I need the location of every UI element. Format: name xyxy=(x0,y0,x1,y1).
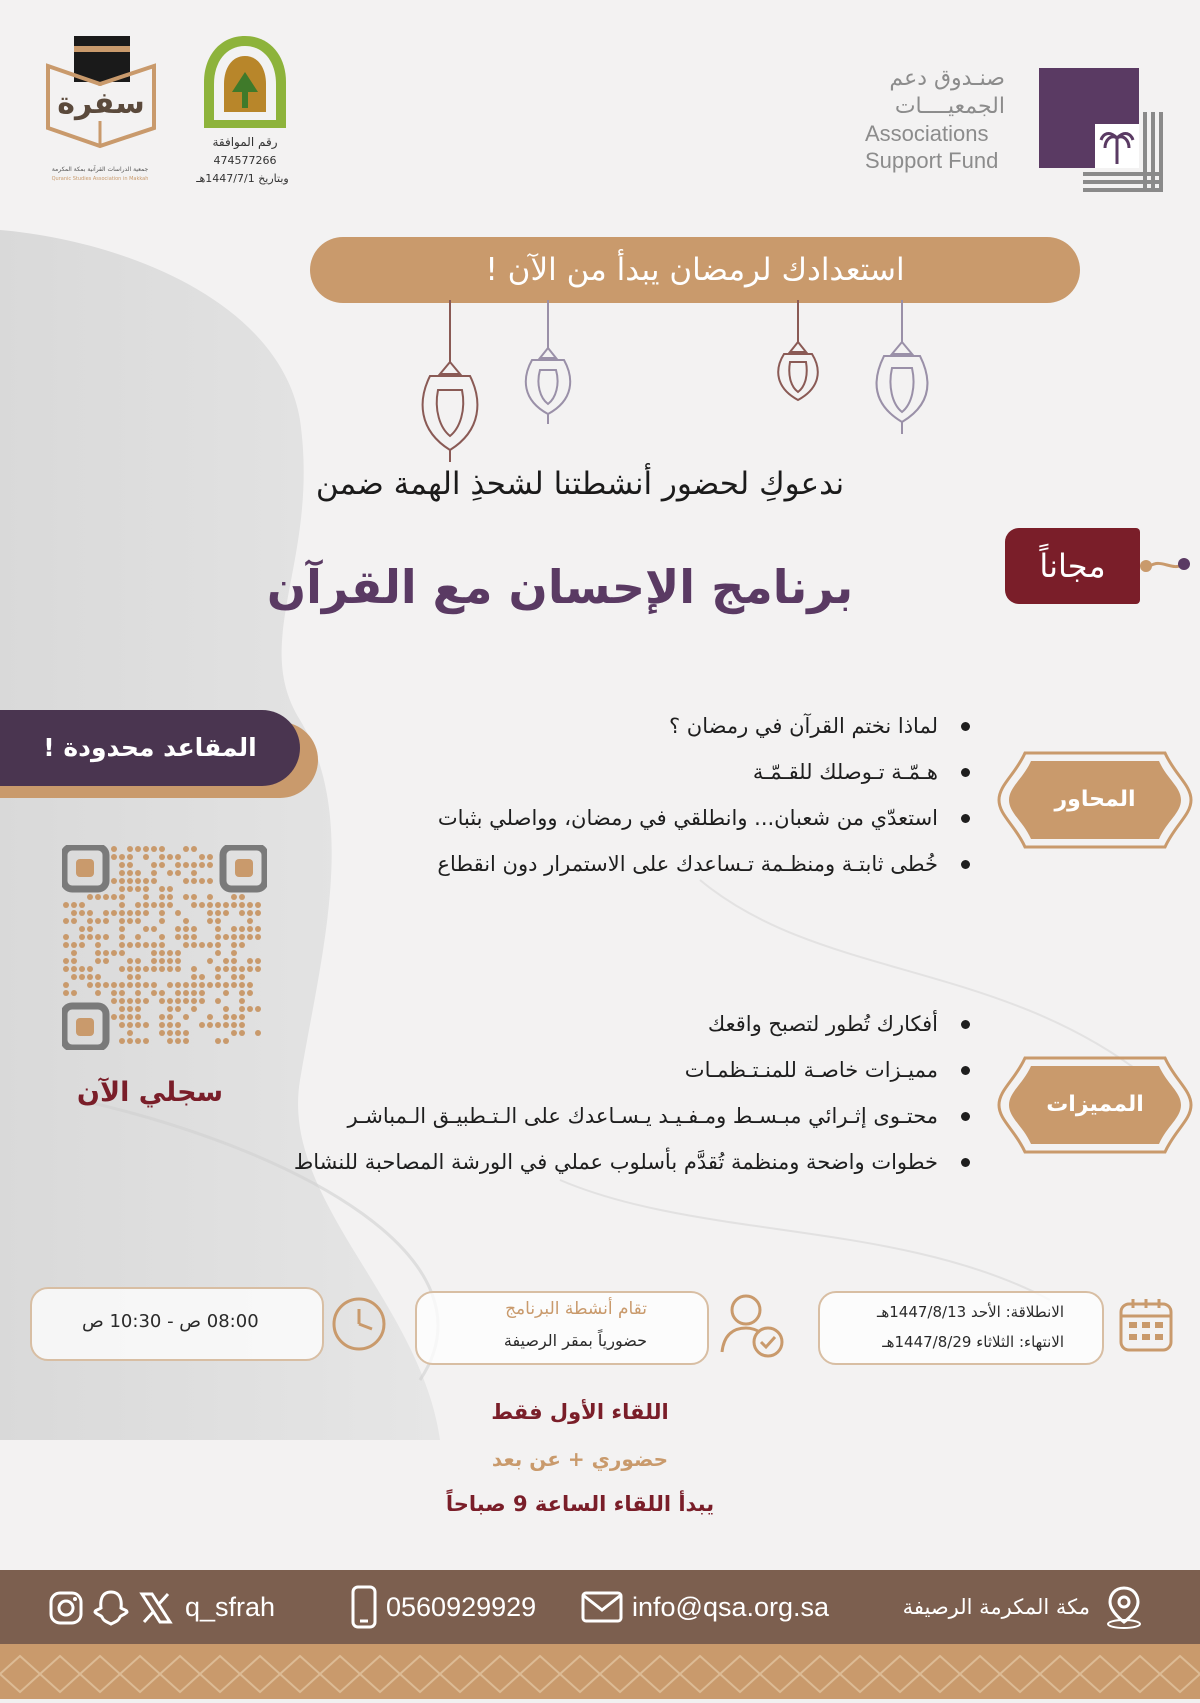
time-box xyxy=(30,1287,324,1361)
features-item: محتـوى إثـرائي مبـسـط ومـفـيـد يـسـاعدك على الـتـطبيـق الـمباشـر xyxy=(192,1093,972,1139)
venue-text: حضورياً بمقر الرصيفة xyxy=(503,1331,647,1350)
attendance-icon xyxy=(718,1290,788,1362)
program-title: برنامج الإحسان مع القرآن xyxy=(266,560,854,614)
approval-label: رقم الموافقة xyxy=(212,135,278,149)
fund-name-english-line2: Support Fund xyxy=(865,148,999,173)
axes-badge xyxy=(995,745,1195,855)
fund-name-english-line1: Associations xyxy=(865,121,989,146)
meeting-start-time: يبدأ اللقاء الساعة 9 صباحاً xyxy=(445,1492,715,1516)
start-date: الانطلاقة: الأحد 1447/8/13هـ xyxy=(876,1303,1064,1321)
meeting-first-only: اللقاء الأول فقط xyxy=(491,1400,669,1424)
venue-title: تقام أنشطة البرنامج xyxy=(505,1299,647,1319)
footer-pattern xyxy=(0,1644,1200,1699)
time-text: 08:00 ص - 10:30 ص xyxy=(82,1311,259,1332)
ministry-emblem-icon xyxy=(200,32,290,132)
features-item: أفكارك تُطور لتصبح واقعك xyxy=(192,1001,972,1047)
associations-fund-logo xyxy=(1035,64,1167,194)
email-icon xyxy=(580,1590,624,1624)
safra-logo-text: سفرة xyxy=(54,86,148,121)
axes-item: هـمّـة تـوصلك للقـمّـة xyxy=(212,749,972,795)
meeting-mode: حضوري + عن بعد xyxy=(491,1447,669,1471)
features-item: خطوات واضحة ومنظمة تُقدَّم بأسلوب عملي في الورشة المصاحبة للنشاط xyxy=(192,1139,972,1185)
calendar-icon xyxy=(1117,1296,1175,1354)
location-text: مكة المكرمة الرصيفة xyxy=(902,1595,1090,1619)
axes-list xyxy=(212,703,972,887)
register-now-label[interactable]: سجلي الآن xyxy=(76,1077,224,1108)
clock-icon xyxy=(330,1295,388,1353)
axes-item: استعدّي من شعبان... وانطلقي في رمضان، وواصلي بثبات xyxy=(212,795,972,841)
fund-name-arabic-line2: الجمعيــــات xyxy=(894,94,1005,119)
features-item: مميـزات خاصـة للمنـتـظمـات xyxy=(192,1047,972,1093)
venue-box xyxy=(415,1291,709,1365)
snapchat-icon[interactable] xyxy=(92,1588,130,1628)
x-twitter-icon[interactable] xyxy=(138,1590,174,1626)
end-date: الانتهاء: الثلاثاء 1447/8/29هـ xyxy=(882,1333,1064,1351)
instagram-icon[interactable] xyxy=(48,1590,84,1626)
location-pin-icon xyxy=(1102,1584,1146,1630)
safra-sub-text: جمعية الدراسات القرآنية بمكة المكرمة xyxy=(51,166,149,173)
approval-date: وبتاريخ 1447/7/1هـ xyxy=(196,172,289,185)
features-badge xyxy=(995,1050,1195,1160)
approval-number: 474577266 xyxy=(213,154,277,167)
contact-footer xyxy=(0,1570,1200,1644)
fund-name-arabic-line1: صنـدوق دعم xyxy=(889,66,1005,91)
safra-sub-text-en: Quranic Studies Association in Makkah xyxy=(51,176,149,182)
seats-limited-label: المقاعد محدودة ! xyxy=(0,710,300,786)
tag-string-icon xyxy=(1140,552,1190,582)
phone-icon xyxy=(350,1584,378,1630)
lanterns-decoration xyxy=(400,300,960,470)
dates-box xyxy=(818,1291,1104,1365)
social-handle[interactable]: q_sfrah xyxy=(185,1592,276,1622)
free-tag: مجاناً xyxy=(1005,528,1140,604)
email-address[interactable]: info@qsa.org.sa xyxy=(632,1592,830,1622)
features-label: المميزات xyxy=(1046,1092,1144,1117)
axes-item: لماذا نختم القرآن في رمضان ؟ xyxy=(212,703,972,749)
axes-label: المحاور xyxy=(1054,787,1136,812)
ramadan-banner: استعدادك لرمضان يبدأ من الآن ! xyxy=(310,237,1080,303)
phone-number[interactable]: 0560929929 xyxy=(386,1592,537,1622)
features-list xyxy=(192,1001,972,1185)
axes-item: خُطى ثابتـة ومنظـمة تـساعدك على الاستمرار دون انقطاع xyxy=(212,841,972,887)
invitation-text: ندعوكِ لحضور أنشطتنا لشحذِ الهمة ضمن xyxy=(315,466,845,502)
